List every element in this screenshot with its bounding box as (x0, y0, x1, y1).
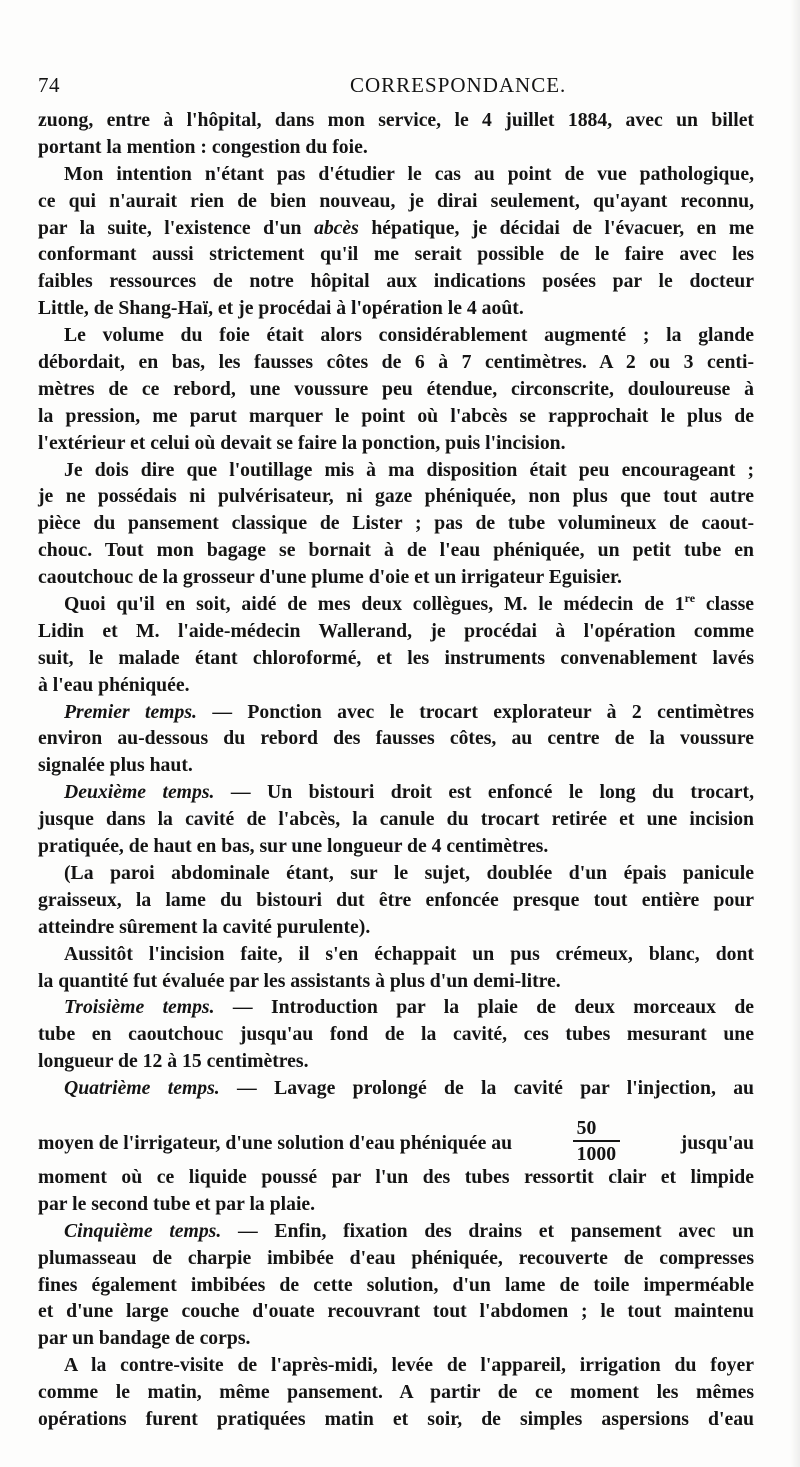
text-line: Cinquième temps. — Enfin, fixation des drains et pansement avec un (64, 1219, 754, 1242)
text-line: conformant aussi strictement qu'il me serait possible de le faire avec les (38, 243, 754, 266)
text-line: ce qui n'aurait rien de bien nouveau, je dirai seulement, qu'ayant reconnu, (38, 189, 754, 212)
text-line: jusque dans la cavité de l'abcès, la canule du trocart retirée et une incision (38, 808, 754, 831)
section-heading: Quatrième temps. (64, 1077, 220, 1100)
text-line: (La paroi abdominale étant, sur le sujet, doublée d'un épais panicule (64, 861, 754, 884)
text-line: par le second tube et par la plaie. (38, 1192, 316, 1215)
text-line: signalée plus haut. (38, 754, 193, 777)
text-line: Premier temps. — Ponction avec le trocart explorateur à 2 centimètres (64, 700, 755, 723)
section-heading: Cinquième temps. (64, 1219, 222, 1242)
text-line: graisseux, la lame du bistouri dut être enfoncée presque tout entière pour (38, 888, 754, 911)
text-line: environ au-dessous du rebord des fausses côtes, au centre de la voussure (38, 727, 754, 750)
body-text (38, 107, 754, 1433)
text-line: Little, de Shang-Haï, et je procédai à l'opération le 4 août. (38, 297, 524, 320)
text-line: par la suite, l'existence d'un abcès hépatique, je décidai de l'évacuer, en me (38, 216, 754, 239)
text-line: je ne possédais ni pulvérisateur, ni gaze phéniquée, non plus que tout autre (38, 485, 754, 508)
text-line: Mon intention n'étant pas d'étudier le cas au point de vue pathologique, (64, 162, 754, 185)
text-line: débordait, en bas, les fausses côtes de 6 à 7 centimètres. A 2 ou 3 centi- (38, 351, 754, 374)
text-line: Aussitôt l'incision faite, il s'en échappait un pus crémeux, blanc, dont (64, 942, 754, 965)
text-line: à l'eau phéniquée. (38, 673, 190, 696)
text-line-with-fraction: moyen de l'irrigateur, d'une solution d'eau phéniquée au $\frac{50}{1000}$ jusqu'au (38, 1116, 754, 1165)
page-header (38, 73, 756, 101)
superscript: re (684, 591, 696, 606)
text-line: Quatrième temps. — Lavage prolongé de la cavité par l'injection, au (64, 1077, 755, 1100)
italic-word: abcès (313, 216, 359, 239)
section-heading: Premier temps. (64, 700, 197, 723)
text-line: suit, le malade étant chloroformé, et les instruments convenablement lavés (38, 646, 754, 669)
text-line: Lidin et M. l'aide-médecin Wallerand, je procédai à l'opération comme (38, 619, 754, 642)
section-heading: Troisième temps. (64, 996, 215, 1019)
text-line: Deuxième temps. — Un bistouri droit est enfoncé le long du trocart, (64, 781, 754, 804)
text-line: pratiquée, de haut en bas, sur une longueur de 4 centimètres. (38, 835, 549, 858)
text-line: moment où ce liquide poussé par l'un des tubes ressortit clair et limpide (38, 1165, 754, 1188)
text-line: Troisième temps. — Introduction par la plaie de deux morceaux de (64, 996, 755, 1019)
page-number: 74 (38, 73, 60, 97)
text-line: A la contre-visite de l'après-midi, levée de l'appareil, irrigation du foyer (64, 1354, 754, 1377)
section-heading: Deuxième temps. (64, 781, 215, 804)
text-line: mètres de ce rebord, une voussure peu étendue, circonscrite, douloureuse à (38, 377, 754, 400)
text-line: zuong, entre à l'hôpital, dans mon service, le 4 juillet 1884, avec un billet (38, 109, 754, 131)
text-line: longueur de 12 à 15 centimètres. (38, 1050, 309, 1073)
fraction (573, 1116, 620, 1165)
text-line: Je dois dire que l'outillage mis à ma disposition était peu encourageant ; (64, 458, 754, 481)
text-line: portant la mention : congestion du foie. (38, 135, 368, 158)
text-line: atteindre sûrement la cavité purulente). (38, 915, 371, 938)
text-line: comme le matin, même pansement. A partir de ce moment les mêmes (38, 1381, 754, 1404)
text-line: chouc. Tout mon bagage se bornait à de l'eau phéniquée, un petit tube en (38, 539, 754, 562)
fraction-numerator: 50 (573, 1116, 620, 1142)
text-line: la quantité fut évaluée par les assistants à plus d'un demi-litre. (38, 969, 561, 992)
text-line: pièce du pansement classique de Lister ; pas de tube volumineux de caout- (38, 512, 754, 535)
text-line: caoutchouc de la grosseur d'une plume d'oie et un irrigateur Eguisier. (38, 566, 622, 589)
text-line: fines également imbibées de cette solution, d'un lame de toile imperméable (38, 1273, 754, 1296)
text-line: la pression, me parut marquer le point où l'abcès se rapprochait le plus de (38, 404, 754, 427)
text-line: par un bandage de corps. (38, 1327, 251, 1350)
text-line: et d'une large couche d'ouate recouvrant tout l'abdomen ; le tout maintenu (38, 1300, 754, 1323)
text-line: Le volume du foie était alors considérablement augmenté ; la glande (64, 324, 754, 347)
text-line: faibles ressources de notre hôpital aux indications posées par le docteur (38, 270, 754, 293)
text-line: opérations furent pratiquées matin et soir, de simples aspersions d'eau (38, 1407, 754, 1430)
text-line: plumasseau de charpie imbibée d'eau phéniquée, recouverte de compresses (38, 1246, 754, 1269)
text-line: l'extérieur et celui où devait se faire la ponction, puis l'incision. (38, 431, 566, 454)
text-line: tube en caoutchouc jusqu'au fond de la cavité, ces tubes mesurant une (38, 1023, 754, 1046)
fraction-denominator: 1000 (576, 1142, 617, 1165)
running-title: CORRESPONDANCE. (350, 73, 567, 97)
text-line: Quoi qu'il en soit, aidé de mes deux collègues, M. le médecin de 1re classe (64, 591, 754, 616)
